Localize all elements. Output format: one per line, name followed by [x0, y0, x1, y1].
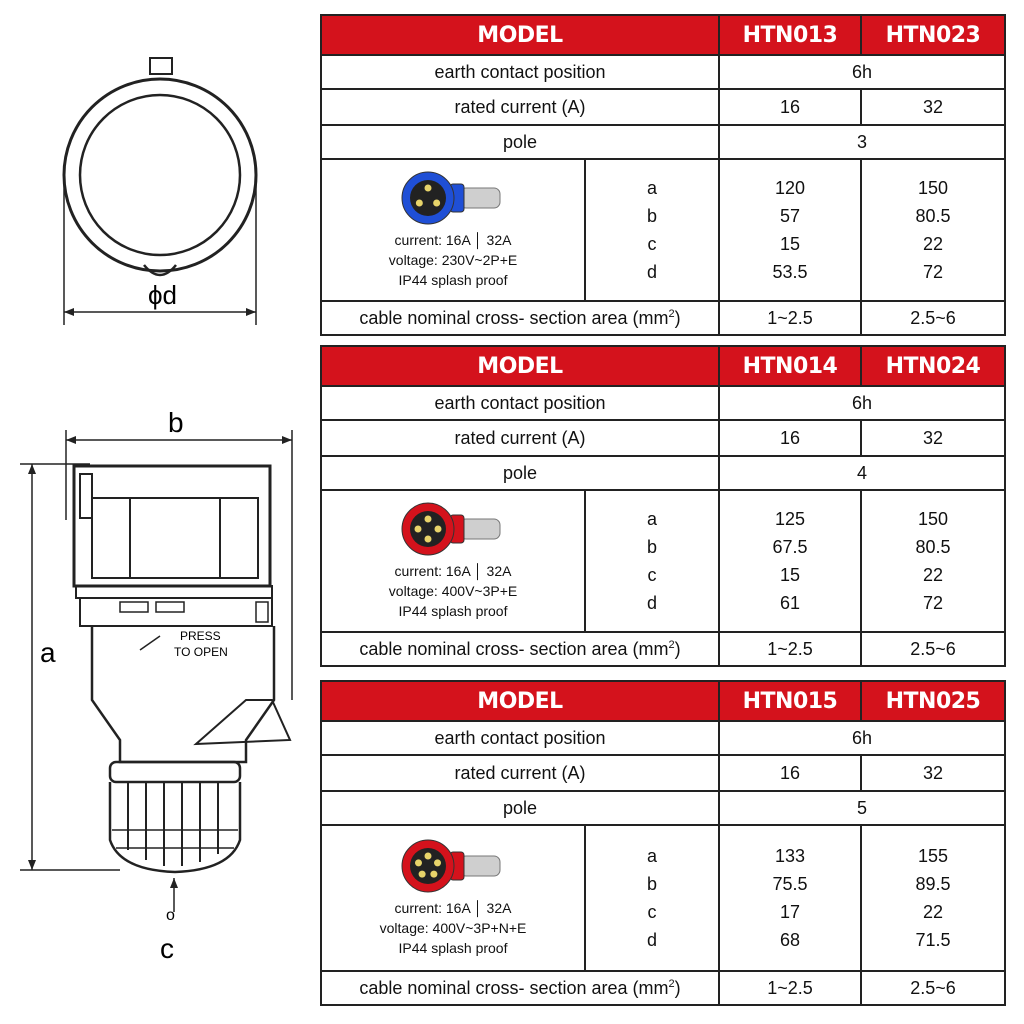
cable-row — [321, 971, 1005, 1005]
rated-current-label: rated current (A) — [321, 420, 719, 456]
plug-icon — [398, 838, 508, 894]
rated-current-row — [321, 89, 1005, 125]
dimension-value: 125 — [774, 509, 806, 529]
dimension-letter: a — [646, 178, 657, 198]
dimension-value: 61 — [779, 593, 801, 613]
cable-label-text: cable nominal cross- section area (mm — [359, 977, 669, 998]
earth-contact-value: 6h — [719, 386, 1005, 420]
cable-label-text: cable nominal cross- section area (mm — [359, 307, 669, 328]
dimension-letters — [585, 159, 719, 301]
spec-table-1 — [320, 14, 1006, 336]
cable-label-sup: 2 — [668, 638, 675, 651]
cable-label — [321, 301, 719, 335]
dimension-value: 53.5 — [772, 262, 808, 282]
dimension-letter: d — [646, 262, 657, 282]
dimension-value: 22 — [922, 234, 944, 254]
model-row — [321, 346, 1005, 386]
cable-value-1: 1~2.5 — [719, 971, 861, 1005]
rated-current-value-2: 32 — [861, 420, 1005, 456]
side-view-svg — [10, 400, 310, 970]
pole-value: 3 — [719, 125, 1005, 159]
dimensions-row — [321, 159, 1005, 301]
press-text-1: PRESS — [180, 629, 221, 643]
model-row — [321, 15, 1005, 55]
pole-row — [321, 456, 1005, 490]
dimension-value: 67.5 — [772, 537, 808, 557]
cable-value-2: 2.5~6 — [861, 632, 1005, 666]
rated-current-row — [321, 420, 1005, 456]
dimension-value: 150 — [917, 178, 949, 198]
plug-spec-line: current: 16A │ 32A — [394, 232, 512, 248]
plug-cell — [321, 490, 585, 632]
dimension-values-2 — [861, 159, 1005, 301]
dimension-value: 57 — [779, 206, 801, 226]
svg-text:o: o — [166, 907, 175, 924]
cable-row — [321, 632, 1005, 666]
dimension-value: 17 — [779, 902, 801, 922]
earth-contact-label: earth contact position — [321, 55, 719, 89]
earth-contact-value: 6h — [719, 55, 1005, 89]
dimension-letter: c — [647, 902, 657, 922]
plug-spec-line: IP44 splash proof — [398, 272, 508, 288]
rated-current-row — [321, 755, 1005, 791]
dim-c-label: c — [160, 933, 174, 964]
dimension-values-2 — [861, 825, 1005, 971]
pole-label: pole — [321, 456, 719, 490]
dimension-values-2 — [861, 490, 1005, 632]
rated-current-value-1: 16 — [719, 420, 861, 456]
plug-spec-line: voltage: 230V~2P+E — [388, 252, 518, 268]
dimension-letter: c — [647, 565, 657, 585]
dim-a-label: a — [40, 637, 56, 668]
dimension-value: 80.5 — [915, 537, 951, 557]
plug-spec-line: IP44 splash proof — [398, 940, 508, 956]
earth-contact-row — [321, 386, 1005, 420]
dimension-letter: a — [646, 846, 657, 866]
dimension-letters — [585, 825, 719, 971]
dimension-letter: c — [647, 234, 657, 254]
phi-d-label: ϕd — [148, 280, 178, 310]
dimensions-row — [321, 490, 1005, 632]
earth-contact-label: earth contact position — [321, 386, 719, 420]
dimension-values-1 — [719, 490, 861, 632]
model-header: MODEL — [321, 15, 719, 55]
plug-spec-line: current: 16A │ 32A — [394, 563, 512, 579]
rated-current-value-2: 32 — [861, 755, 1005, 791]
dimension-value: 120 — [774, 178, 806, 198]
pole-label: pole — [321, 791, 719, 825]
dimension-letters — [585, 490, 719, 632]
dimension-value: 72 — [922, 593, 944, 613]
top-view-drawing — [40, 40, 280, 330]
earth-contact-row — [321, 721, 1005, 755]
dimension-value: 22 — [922, 565, 944, 585]
dimension-value: 68 — [779, 930, 801, 950]
dimension-value: 72 — [922, 262, 944, 282]
model-name-2: HTN024 — [861, 346, 1005, 386]
dimension-letter: d — [646, 930, 657, 950]
model-header: MODEL — [321, 681, 719, 721]
side-view-drawing — [10, 400, 310, 970]
model-name-2: HTN025 — [861, 681, 1005, 721]
dimension-value: 155 — [917, 846, 949, 866]
dimension-letter: b — [646, 874, 657, 894]
dimensions-row — [321, 825, 1005, 971]
plug-spec-line: voltage: 400V~3P+N+E — [379, 920, 527, 936]
pole-value: 5 — [719, 791, 1005, 825]
dimension-letter: a — [646, 509, 657, 529]
rated-current-label: rated current (A) — [321, 755, 719, 791]
dim-b-label: b — [168, 407, 184, 438]
dimension-value: 80.5 — [915, 206, 951, 226]
dimension-value: 15 — [779, 234, 801, 254]
earth-contact-value: 6h — [719, 721, 1005, 755]
cable-label — [321, 971, 719, 1005]
top-view-svg — [40, 40, 280, 330]
model-row — [321, 681, 1005, 721]
cable-label-sup: 2 — [668, 307, 675, 320]
dimension-letter: b — [646, 537, 657, 557]
pole-row — [321, 791, 1005, 825]
press-text-2: TO OPEN — [174, 645, 228, 659]
plug-spec-line: voltage: 400V~3P+E — [388, 583, 518, 599]
pole-label: pole — [321, 125, 719, 159]
cable-label-sup: 2 — [668, 977, 675, 990]
dimension-values-1 — [719, 825, 861, 971]
rated-current-label: rated current (A) — [321, 89, 719, 125]
cable-label-close: ) — [674, 977, 681, 998]
dimension-letter: b — [646, 206, 657, 226]
dimension-letter: d — [646, 593, 657, 613]
dimension-value: 75.5 — [772, 874, 808, 894]
dimension-value: 89.5 — [915, 874, 951, 894]
plug-spec-line: IP44 splash proof — [398, 603, 508, 619]
rated-current-value-1: 16 — [719, 89, 861, 125]
model-name-2: HTN023 — [861, 15, 1005, 55]
cable-value-2: 2.5~6 — [861, 301, 1005, 335]
cable-label-close: ) — [674, 638, 681, 659]
pole-row — [321, 125, 1005, 159]
model-name-1: HTN014 — [719, 346, 861, 386]
cable-value-1: 1~2.5 — [719, 632, 861, 666]
cable-value-2: 2.5~6 — [861, 971, 1005, 1005]
dimension-value: 71.5 — [915, 930, 951, 950]
dimension-values-1 — [719, 159, 861, 301]
dimension-value: 133 — [774, 846, 806, 866]
plug-cell — [321, 159, 585, 301]
plug-icon — [398, 170, 508, 226]
model-header: MODEL — [321, 346, 719, 386]
spec-table-2 — [320, 345, 1006, 667]
cable-row — [321, 301, 1005, 335]
plug-icon — [398, 501, 508, 557]
cable-label — [321, 632, 719, 666]
plug-spec-line: current: 16A │ 32A — [394, 900, 512, 916]
model-name-1: HTN013 — [719, 15, 861, 55]
earth-contact-label: earth contact position — [321, 721, 719, 755]
model-name-1: HTN015 — [719, 681, 861, 721]
spec-table-3 — [320, 680, 1006, 1006]
pole-value: 4 — [719, 456, 1005, 490]
dimension-value: 15 — [779, 565, 801, 585]
dimension-value: 150 — [917, 509, 949, 529]
cable-value-1: 1~2.5 — [719, 301, 861, 335]
dimension-value: 22 — [922, 902, 944, 922]
rated-current-value-1: 16 — [719, 755, 861, 791]
cable-label-text: cable nominal cross- section area (mm — [359, 638, 669, 659]
plug-cell — [321, 825, 585, 971]
earth-contact-row — [321, 55, 1005, 89]
rated-current-value-2: 32 — [861, 89, 1005, 125]
cable-label-close: ) — [674, 307, 681, 328]
